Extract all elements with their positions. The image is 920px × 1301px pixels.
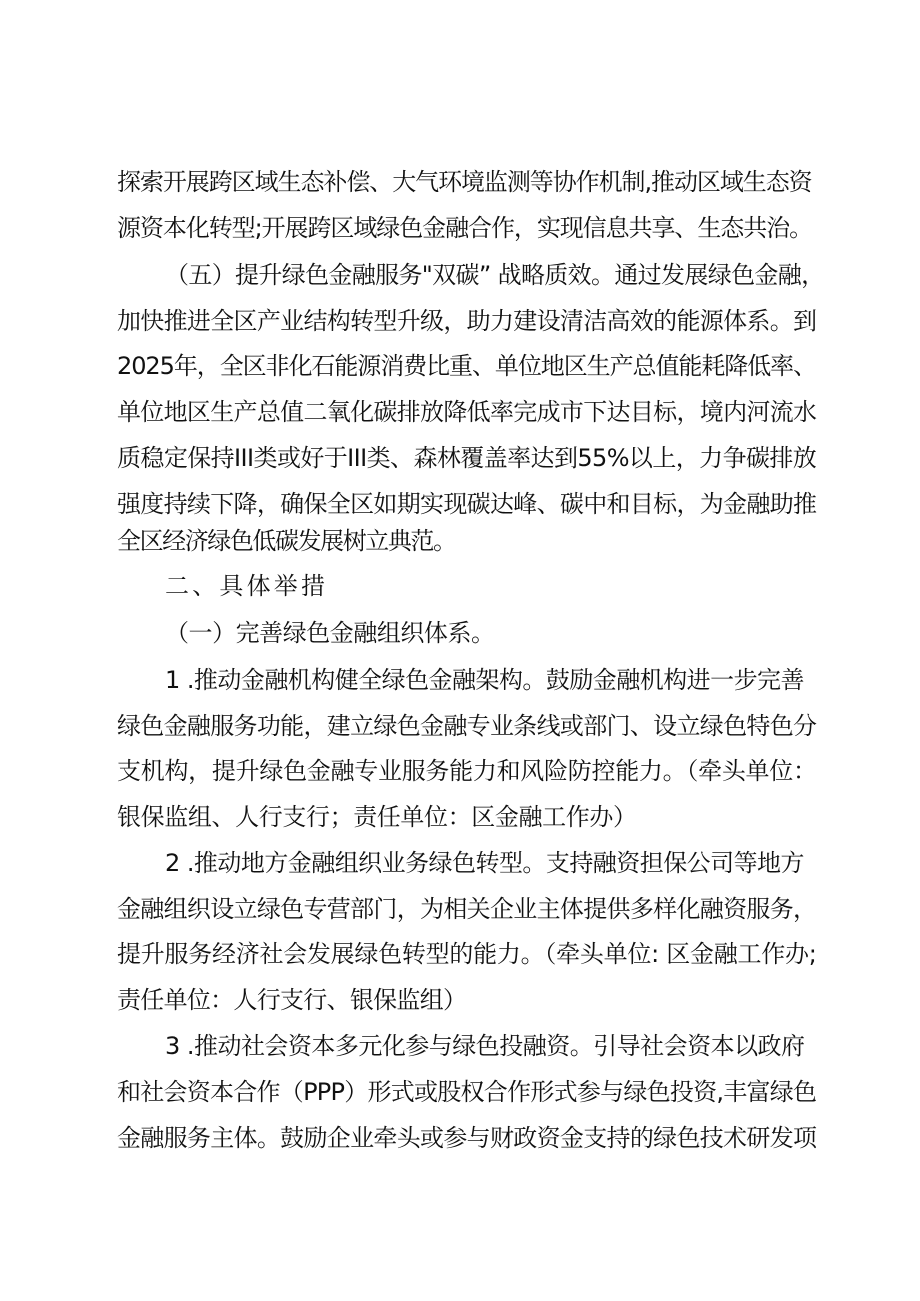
text-line: 和社会资本合作（PPP）形式或股权合作形式参与绿色投资,丰富绿色 [117,1078,817,1106]
section-heading-5: （五）提升绿色金融服务"双碳” 战略质效。通过发展绿色金融， [165,261,825,289]
item-1-heading: 1 .推动金融机构健全绿色金融架构。鼓励金融机构进一步完善 [165,666,804,694]
text-line: 质稳定保持III类或好于III类、森林覆盖率达到55%以上，力争碳排放 [117,444,817,472]
text-line: 源资本化转型;开展跨区域绿色金融合作，实现信息共享、生态共治。 [117,214,813,242]
item-3-heading: 3 .推动社会资本多元化参与绿色投融资。引导社会资本以政府 [165,1032,805,1060]
text-line: 全区经济绿色低碳发展树立典范。 [117,527,456,555]
text-line: 2025年，全区非化石能源消费比重、单位地区生产总值能耗降低率、 [117,352,817,380]
text-line: 单位地区生产总值二氧化碳排放降低率完成市下达目标，境内河流水 [117,398,817,426]
section-heading-2: 二、具体举措 [165,572,329,600]
text-line: 银保监组、人行支行；责任单位：区金融工作办） [117,803,637,831]
item-2-heading: 2 .推动地方金融组织业务绿色转型。支持融资担保公司等地方 [165,849,804,877]
text-line: 金融服务主体。鼓励企业牵头或参与财政资金支持的绿色技术研发项 [117,1124,817,1152]
text-line: 提升服务经济社会发展绿色转型的能力。（牵头单位: 区金融工作办; [117,940,817,968]
text-line: 绿色金融服务功能，建立绿色金融专业条线或部门、设立绿色特色分 [117,712,817,740]
text-line: 探索开展跨区域生态补偿、大气环境监测等协作机制,推动区域生态资 [117,168,812,196]
text-line: 金融组织设立绿色专营部门，为相关企业主体提供多样化融资服务， [117,895,817,923]
text-line: 责任单位：人行支行、银保监组） [117,986,467,1014]
text-line: 强度持续下降，确保全区如期实现碳达峰、碳中和目标，为金融助推 [117,490,817,518]
text-line: 支机构，提升绿色金融专业服务能力和风险防控能力。（牵头单位： [117,757,817,785]
text-line: 加快推进全区产业结构转型升级，助力建设清洁高效的能源体系。到 [117,307,817,335]
subsection-heading-1: （一）完善绿色金融组织体系。 [165,619,495,647]
